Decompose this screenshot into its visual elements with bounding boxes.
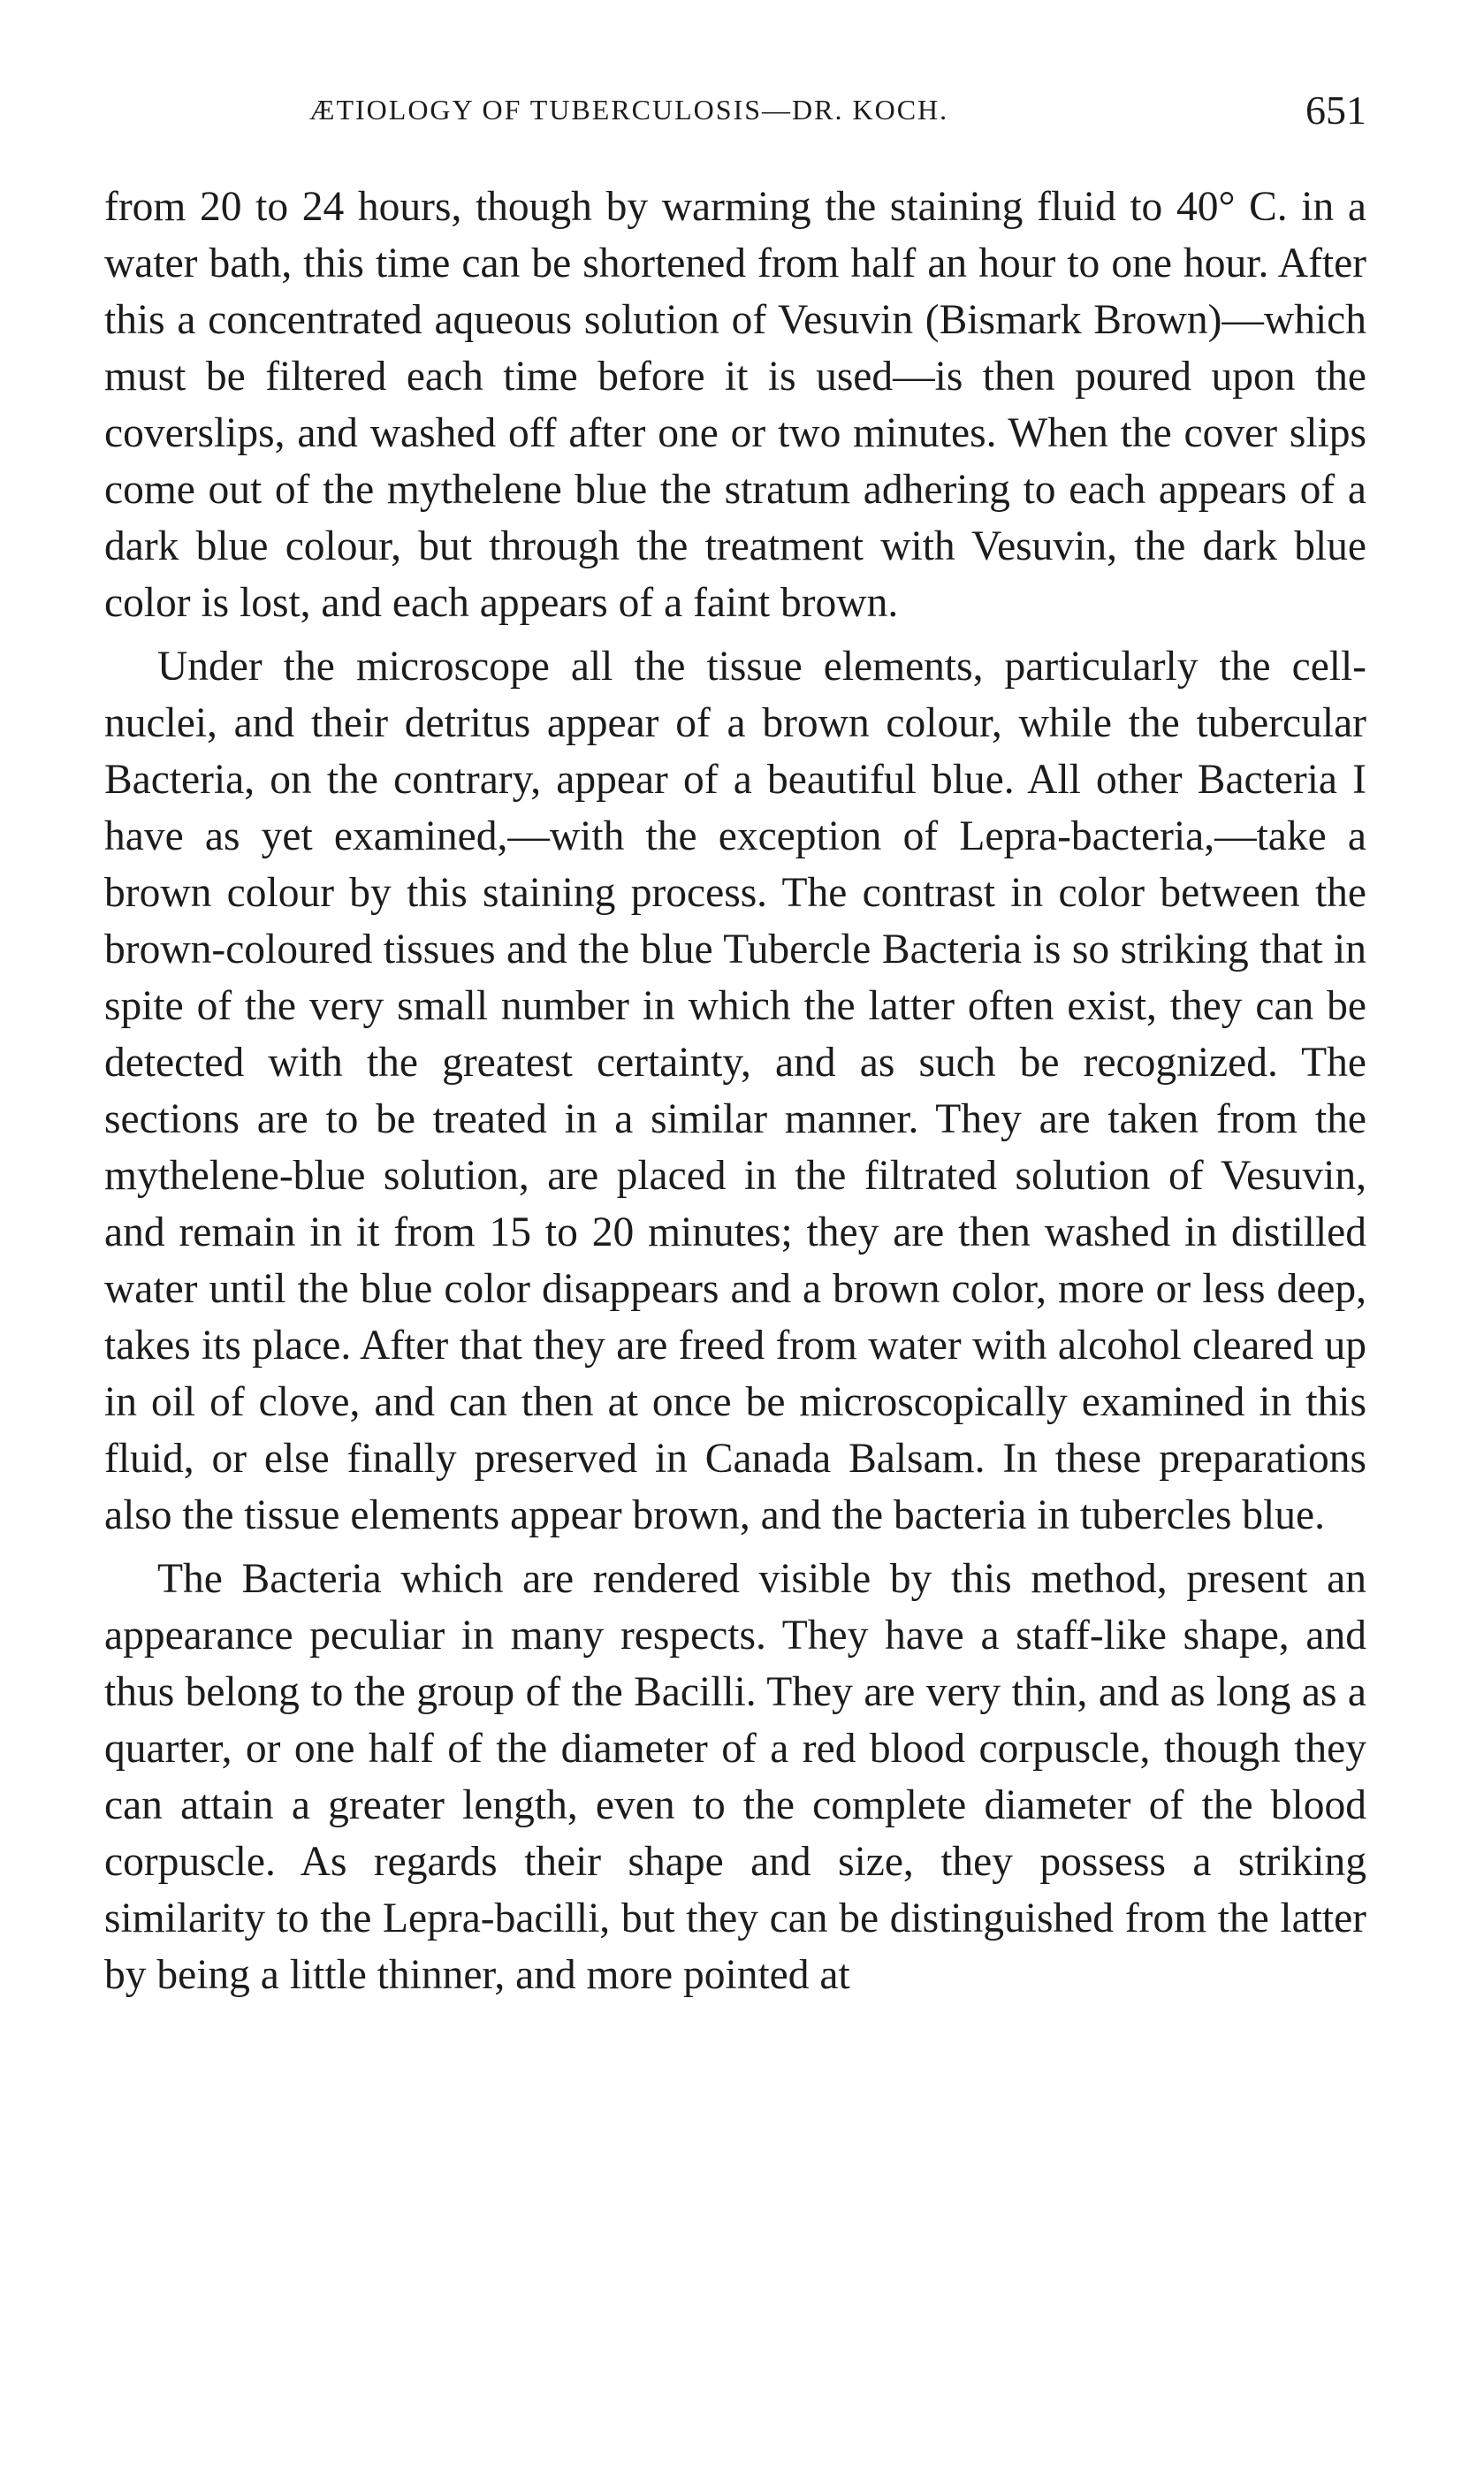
body-text (104, 179, 1366, 2003)
running-title: ÆTIOLOGY OF TUBERCULOSIS—DR. KOCH. (309, 94, 949, 126)
paragraph: The Bacteria which are rendered visible by this method, present an appearance peculiar in many respects. They have a staff-like shape, and thus belong to the group of the Bacilli. They are very thin, and as long as a quarter, or one half of the diameter of a red blood corpuscle, though they can attain a greater length, even to the complete diameter of the blood corpuscle. As regards their shape and size, they possess a striking similarity to the Lepra-bacilli, but they can be distinguished from the latter by being a little thinner, and more pointed at (104, 1556, 1366, 1998)
running-head (104, 81, 1366, 143)
book-page (104, 81, 1366, 2003)
paragraph: Under the microscope all the tissue elements, particularly the cell-nuclei, and their detritus appear of a brown colour, while the tubercular Bacteria, on the contrary, appear of a beautiful blue. All other Bacteria I have as yet examined,—with the exception of Lepra-bacteria,—take a brown colour by this staining process. The contrast in color between the brown-coloured tissues and the blue Tubercle Bacteria is so striking that in spite of the very small number in which the latter often exist, they can be detected with the greatest certainty, and as such be recognized. The sections are to be treated in a similar manner. They are taken from the mythelene-blue solution, are placed in the filtrated solution of Vesuvin, and remain in it from 15 to 20 minutes; they are then washed in distilled water until the blue color disappears and a brown color, more or less deep, takes its place. After that they are freed from water with alcohol cleared up in oil of clove, and can then at once be microscopically examined in this fluid, or else finally preserved in Canada Balsam. In these preparations also the tissue elements appear brown, and the bacteria in tubercles blue. (104, 644, 1366, 1538)
page-number: 651 (1305, 88, 1366, 133)
paragraph-continued: from 20 to 24 hours, though by warming the staining fluid to 40° C. in a water bath, this time can be shortened from half an hour to one hour. After this a concentrated aqueous solution of Vesuvin (Bismark Brown)—which must be filtered each time before it is used—is then poured upon the coverslips, and washed off after one or two minutes. When the cover slips come out of the mythelene blue the stratum adhering to each appears of a dark blue colour, but through the treatment with Vesuvin, the dark blue color is lost, and each appears of a faint brown. (104, 184, 1366, 626)
